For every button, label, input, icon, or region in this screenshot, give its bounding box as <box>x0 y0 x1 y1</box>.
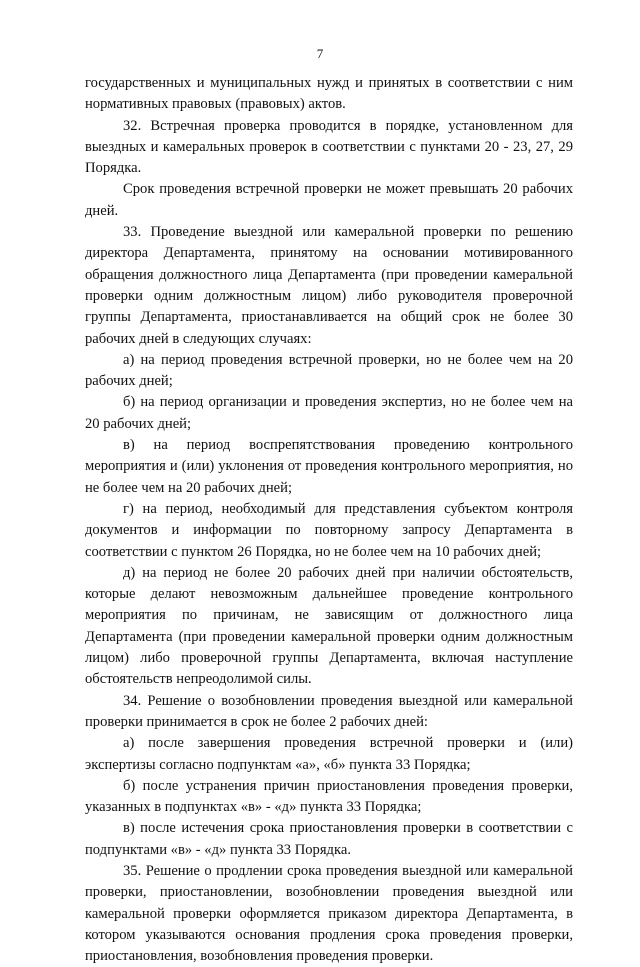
paragraph-continuation: государственных и муниципальных нужд и принятых в соответствии с ним нормативных правовых (правовых) актов. <box>85 75 573 113</box>
paragraph-33: 33. Проведение выездной или камеральной проверки по решению директора Департамента, принятому на основании мотивированного обращения должностного лица Департамента (при проведении камеральной проверки одним должностным лицом) либо руководителя проверочной группы Департамента, приостанавливается на общий срок не более 30 рабочих дней в следующих случаях: <box>85 224 573 347</box>
paragraph-34-b: б) после устранения причин приостановления проведения проверки, указанных в подпунктах «в» - «д» пункта 33 Порядка; <box>85 777 573 816</box>
paragraph-35: 35. Решение о продлении срока проведения выездной или камеральной проверки, приостановлении, возобновлении проведения выездной или камеральной проверки оформляется приказом директора Департамента, в котором указываются основания продления срока проведения проверки, приостановления, возобновления проведения проверки. <box>85 862 573 965</box>
document-body <box>85 73 573 967</box>
page-number: 7 <box>316 46 324 61</box>
paragraph-33-v: в) на период воспрепятствования проведению контрольного мероприятия и (или) уклонения от проведения контрольного мероприятия, но не более чем на 20 рабочих дней; <box>85 437 573 496</box>
paragraph-32: 32. Встречная проверка проводится в порядке, установленном для выездных и камеральных проверок в соответствии с пунктами 20 - 23, 27, 29 Порядка. <box>85 117 573 177</box>
paragraph-33-g: г) на период, необходимый для представления субъектом контроля документов и информации по повторному запросу Департамента в соответствии с пунктом 26 Порядка, но не более чем на 10 рабочих дней; <box>85 500 573 560</box>
paragraph-34-v: в) после истечения срока приостановления проверки в соответствии с подпунктами «в» - «д» пункта 33 Порядка. <box>85 820 573 858</box>
paragraph-33-a: а) на период проведения встречной проверки, но не более чем на 20 рабочих дней; <box>85 351 573 390</box>
paragraph-33-d: д) на период не более 20 рабочих дней при наличии обстоятельств, которые делают невозможным дальнейшее проведение контрольного мероприятия по причинам, не зависящим от должностного лица Департамента (при проведении камеральной проверки одним должностным лицом) либо проверочной группы Департамента, включая наступление обстоятельств непреодолимой силы. <box>85 564 573 688</box>
paragraph-32-term: Срок проведения встречной проверки не может превышать 20 рабочих дней. <box>85 181 573 219</box>
paragraph-34: 34. Решение о возобновлении проведения выездной или камеральной проверки принимается в срок не более 2 рабочих дней: <box>85 692 573 730</box>
paragraph-34-a: а) после завершения проведения встречной проверки и (или) экспертизы согласно подпунктам «а», «б» пункта 33 Порядка; <box>85 735 573 773</box>
paragraph-33-b: б) на период организации и проведения экспертиз, но не более чем на 20 рабочих дней; <box>85 394 573 432</box>
